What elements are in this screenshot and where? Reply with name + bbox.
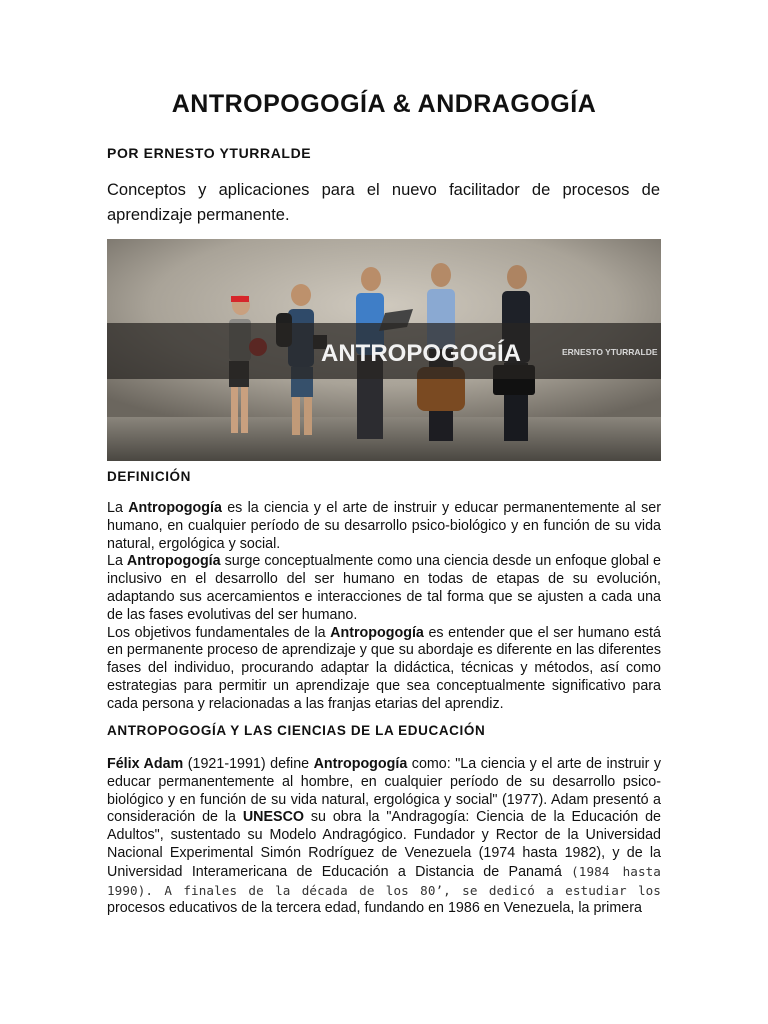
education-heading: ANTROPOGOGÍA Y LAS CIENCIAS DE LA EDUCACIÓN — [107, 723, 486, 738]
banner-title: ANTROPOGOGÍA — [321, 340, 522, 367]
text-run: como: "La ciencia y el arte de instruir y educar permanentemente al hombre, en cualquier período de su desarrollo psico-biológico y en función de su vida natural, ergológica y social" (1977). Adam presentó a consideración de la — [107, 756, 661, 826]
text-run-alt-font: (1984 hasta 1990). A finales de la década de los 80’, se dedicó a estudiar los — [107, 863, 661, 898]
text-run: surge conceptualmente como una ciencia desde un enfoque global e inclusivo en el desarrollo del ser humano en todas de etapas de su evolución, adaptando sus acercamientos e interacciones de tal forma que se ajusten a cada una de las fases evolutivas del ser humano. — [107, 553, 662, 623]
hero-image — [107, 239, 661, 461]
term-unesco: UNESCO — [242, 809, 305, 826]
definition-heading: DEFINICIÓN — [107, 469, 192, 484]
text-run: es la ciencia y el arte de instruir y educar permanentemente al ser humano, en cualquier período de su desarrollo psico-biológico y en función de su vida natural, ergológica y social. — [107, 500, 662, 552]
banner-author: ERNESTO YTURRALDE — [562, 347, 658, 357]
definition-paragraph-3 — [107, 625, 661, 714]
text-run: procesos educativos de la tercera edad, fundando en 1986 en Venezuela, la primera — [107, 900, 642, 917]
document-subtitle: Conceptos y aplicaciones para el nuevo facilitador de procesos de aprendizaje permanente. — [107, 181, 660, 224]
author-line: POR ERNESTO YTURRALDE — [107, 145, 312, 161]
text-run: (1921-1991) define — [183, 756, 314, 772]
definition-paragraph-1 — [107, 500, 661, 553]
document-title: ANTROPOGOGÍA & ANDRAGOGÍA — [171, 90, 597, 118]
name-felix-adam: Félix Adam — [107, 756, 184, 772]
term-antropogogia: Antropogogía — [330, 624, 424, 641]
term-antropogogia: Antropogogía — [313, 756, 408, 772]
definition-paragraph-2 — [107, 553, 661, 624]
hero-illustration — [107, 239, 661, 461]
education-paragraph — [107, 756, 661, 918]
text-run: es entender que el ser humano está en permanente proceso de aprendizaje y que su abordaje es diferente en las diferentes fases del individuo, procurando adaptar la didáctica, técnicas y métodos, así como estrategias para permitir un aprendizaje que sea conceptualmente significativo para cada persona y relacionadas a las franjas etarias del aprendiz. — [107, 624, 661, 712]
text-run: La — [107, 500, 129, 516]
education-body — [107, 756, 661, 918]
text-run: La — [107, 553, 127, 570]
text-run: su obra la "Andragogía: Ciencia de la Educación de Adultos", sustentado su Modelo Andragógico. Fundador y Rector de la Universidad Nacional Experimental Simón Rodríguez de Venezuela (1974 hasta 1982), y de la Universidad Interamericana de Educación a Distancia de Panamá — [107, 809, 661, 880]
definition-body — [107, 500, 661, 714]
text-run: Los objetivos fundamentales de la — [107, 624, 331, 641]
term-antropogogia: Antropogogía — [128, 500, 222, 516]
term-antropogogia: Antropogogía — [126, 553, 221, 570]
